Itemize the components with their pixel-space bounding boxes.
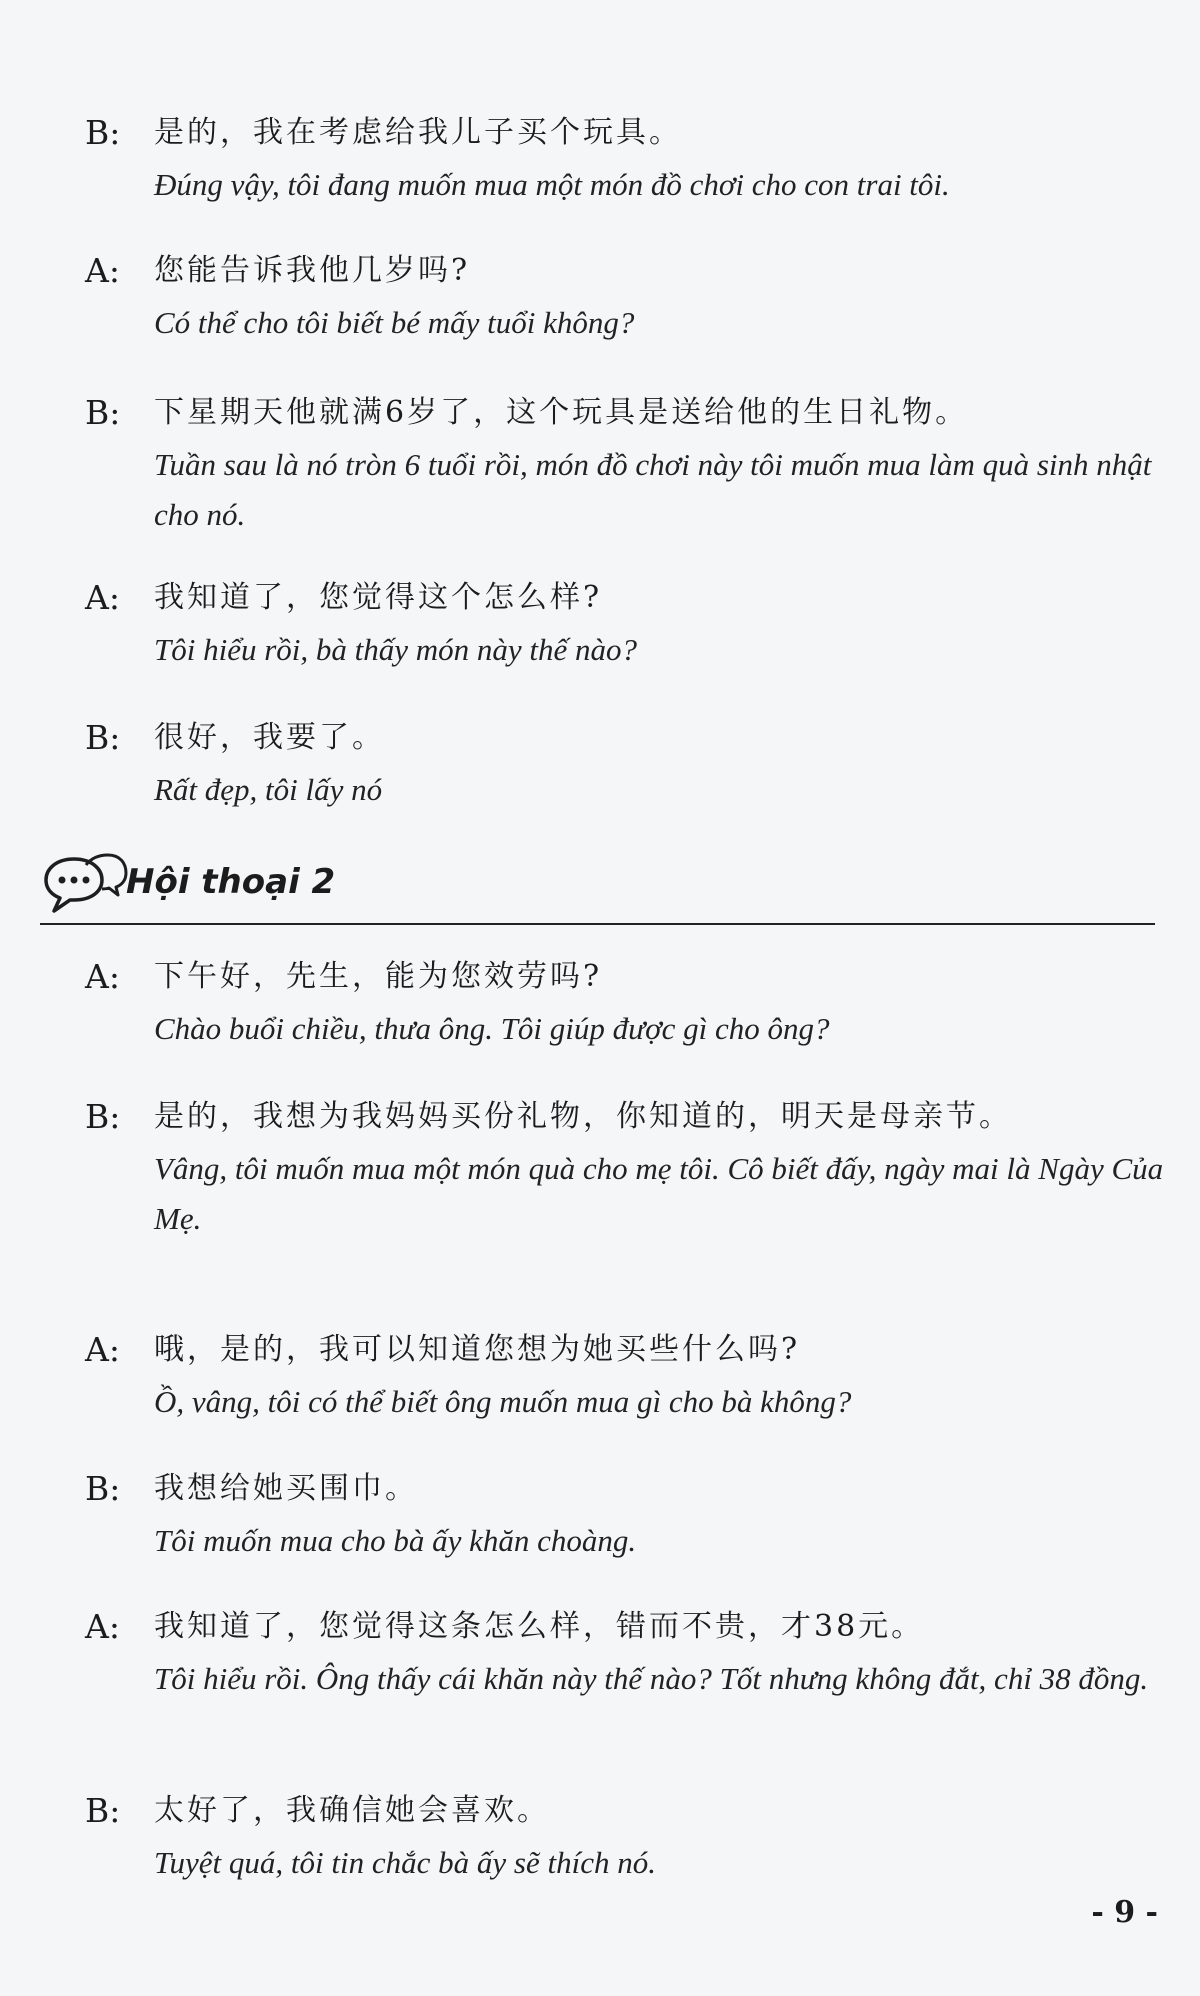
vietnamese-translation: Rất đẹp, tôi lấy nó [154,772,383,807]
speaker-label: A: [85,1607,120,1646]
vietnamese-translation: Có thể cho tôi biết bé mấy tuổi không? [154,305,635,340]
speaker-label: A: [85,957,120,996]
vietnamese-translation: Đúng vậy, tôi đang muốn mua một món đồ chơi cho con trai tôi. [154,167,950,202]
vietnamese-translation: Chào buổi chiều, thưa ông. Tôi giúp được gì cho ông? [154,1011,830,1046]
chinese-line: 下星期天他就满6岁了，这个玩具是送给他的生日礼物。 [154,395,969,430]
chinese-line: 下午好，先生，能为您效劳吗? [154,959,603,994]
speaker-label: A: [85,1330,120,1369]
vietnamese-translation: Tôi muốn mua cho bà ấy khăn choàng. [154,1523,637,1558]
speaker-label: B: [85,393,121,432]
speaker-label: B: [85,718,121,757]
speaker-label: B: [85,1469,121,1508]
dialogue-turn [85,1604,1170,1704]
vietnamese-translation: Vâng, tôi muốn mua một món quà cho mẹ tôi. Cô biết đấy, ngày mai là Ngày Của Mẹ. [154,1151,1164,1236]
speaker-label: A: [85,251,120,290]
section-title: Hội thoại 2 [126,862,336,902]
speaker-label: B: [85,113,121,152]
section-heading [40,845,1155,925]
vietnamese-translation: Tuần sau là nó tròn 6 tuổi rồi, món đồ chơi này tôi muốn mua làm quà sinh nhật cho nó. [154,447,1152,532]
vietnamese-translation: Tôi hiểu rồi, bà thấy món này thế nào? [154,632,638,667]
dialogue-turn [85,1466,1170,1566]
dialogue-turn [85,1327,1170,1427]
chat-bubble-icon [40,849,130,919]
speaker-label: A: [85,578,120,617]
dialogue-turn [85,954,1170,1054]
vietnamese-translation: Ồ, vâng, tôi có thể biết ông muốn mua gì cho bà không? [154,1384,852,1419]
chinese-line: 是的，我想为我妈妈买份礼物，你知道的，明天是母亲节。 [154,1099,1012,1134]
page-number: - 9 - [1091,1895,1158,1930]
dialogue-turn [85,575,1170,675]
vietnamese-translation: Tôi hiểu rồi. Ông thấy cái khăn này thế nào? Tốt nhưng không đắt, chỉ 38 đồng. [154,1661,1149,1696]
chinese-line: 我知道了，您觉得这个怎么样? [154,580,603,615]
chinese-line: 太好了，我确信她会喜欢。 [154,1793,550,1828]
dialogue-turn [85,1094,1170,1244]
chinese-line: 很好，我要了。 [154,720,385,755]
chinese-line: 哦，是的，我可以知道您想为她买些什么吗? [154,1332,801,1367]
vietnamese-translation: Tuyệt quá, tôi tin chắc bà ấy sẽ thích nó. [154,1845,656,1880]
speaker-label: B: [85,1791,121,1830]
dialogue-turn [85,110,1170,210]
chinese-line: 是的，我在考虑给我儿子买个玩具。 [154,115,682,150]
chinese-line: 您能告诉我他几岁吗? [154,253,471,288]
dialogue-turn [85,1788,1170,1888]
dialogue-turn [85,390,1170,540]
chinese-line: 我想给她买围巾。 [154,1471,418,1506]
chinese-line: 我知道了，您觉得这条怎么样，错而不贵，才38元。 [154,1609,925,1644]
dialogue-turn [85,248,1170,348]
speaker-label: B: [85,1097,121,1136]
dialogue-turn [85,715,1170,815]
